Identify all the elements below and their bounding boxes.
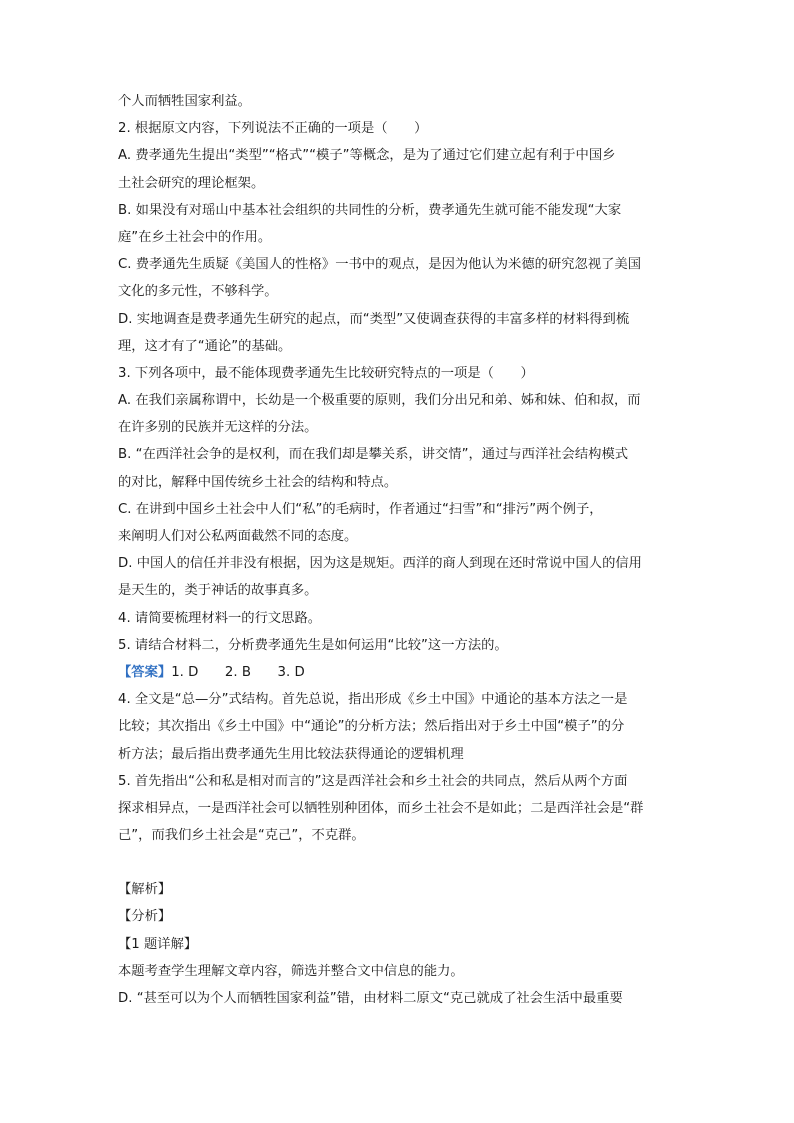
answer-4-line: 析方法；最后指出费孝通先生用比较法获得通论的逻辑机理 [118, 746, 464, 762]
spacer [118, 849, 678, 876]
answer-4-line: 4. 全文是“总—分”式结构。首先总说，指出形成《乡土中国》中通论的基本方法之一是 [118, 692, 628, 708]
answer-5-line: 5. 首先指出“公和私是相对而言的”这是西洋社会和乡土社会的共同点，然后从两个方面 [118, 773, 628, 789]
question-2-option-d: D. 实地调查是费孝通先生研究的起点，而“类型”又使调查获得的丰富多样的材料得到梳 [118, 311, 630, 327]
text-line: 是天生的，类于神话的故事真多。 [118, 583, 318, 599]
answer-tag: 【答案】 [118, 664, 172, 680]
analysis-subheading: 【分析】 [118, 909, 172, 925]
question-4-stem: 4. 请简要梳理材料一的行文思路。 [118, 610, 322, 626]
text-line: 理，这才有了“通论”的基础。 [118, 338, 292, 354]
text-line: 个人而牺牲国家利益。 [118, 94, 251, 109]
answer-5-line: 探求相异点，一是西洋社会可以牺牲别种团体，而乡土社会不是如此；二是西洋社会是“群 [118, 800, 644, 816]
question-3-option-c: C. 在讲到中国乡土社会中人们“私”的毛病时，作者通过“扫雪”和“排污”两个例子， [118, 501, 603, 517]
text-line: 来阐明人们对公私两面截然不同的态度。 [118, 529, 358, 544]
text-line: 的对比，解释中国传统乡土社会的结构和特点。 [118, 474, 398, 490]
answer-line [118, 659, 678, 686]
text-line: 土社会研究的理论框架。 [118, 175, 265, 191]
question-3-stem: 3. 下列各项中，最不能体现费孝通先生比较研究特点的一项是（ ） [118, 365, 534, 381]
analysis-text: D. “甚至可以为个人而牺牲国家利益”错，由材料二原文“克己就成了社会生活中最重要 [118, 991, 623, 1006]
text-line: 庭”在乡土社会中的作用。 [118, 229, 272, 245]
question-2-option-c: C. 费孝通先生质疑《美国人的性格》一书中的观点，是因为他认为米德的研究忽视了美国 [118, 257, 642, 273]
answer-5-line: 己”，而我们乡土社会是“克己”，不克群。 [118, 828, 365, 844]
question-3-option-b: B. “在西洋社会争的是权利，而在我们却是攀关系，讲交情”，通过与西洋社会结构模式 [118, 447, 629, 463]
question-2-option-a: A. 费孝通先生提出“类型”“格式”“模子”等概念，是为了通过它们建立起有利于中国乡 [118, 148, 616, 164]
text-line: 文化的多元性，不够科学。 [118, 284, 278, 300]
question-1-detail-heading: 【1 题详解】 [118, 936, 198, 952]
analysis-text: 本题考查学生理解文章内容，筛选并整合文中信息的能力。 [118, 963, 464, 979]
question-2-stem: 2. 根据原文内容，下列说法不正确的一项是（ ） [118, 121, 428, 137]
question-3-option-d: D. 中国人的信任并非没有根据，因为这是规矩。西洋的商人到现在还时常说中国人的信用 [118, 556, 642, 572]
text-line: 在许多别的民族并无这样的分法。 [118, 420, 318, 436]
analysis-heading: 【解析】 [118, 882, 172, 898]
question-3-option-a: A. 在我们亲属称谓中，长幼是一个极重要的原则，我们分出兄和弟、姊和妹、伯和叔，而 [118, 393, 641, 409]
question-5-stem: 5. 请结合材料二，分析费孝通先生是如何运用“比较”这一方法的。 [118, 637, 508, 653]
document-page [118, 88, 678, 1012]
answer-values: 1. D 2. B 3. D [171, 664, 305, 680]
question-2-option-b: B. 如果没有对瑶山中基本社会组织的共同性的分析，费孝通先生就可能不能发现“大家 [118, 202, 622, 218]
answer-4-line: 比较；其次指出《乡土中国》中“通论”的分析方法；然后指出对于乡土中国“模子”的分 [118, 719, 625, 735]
